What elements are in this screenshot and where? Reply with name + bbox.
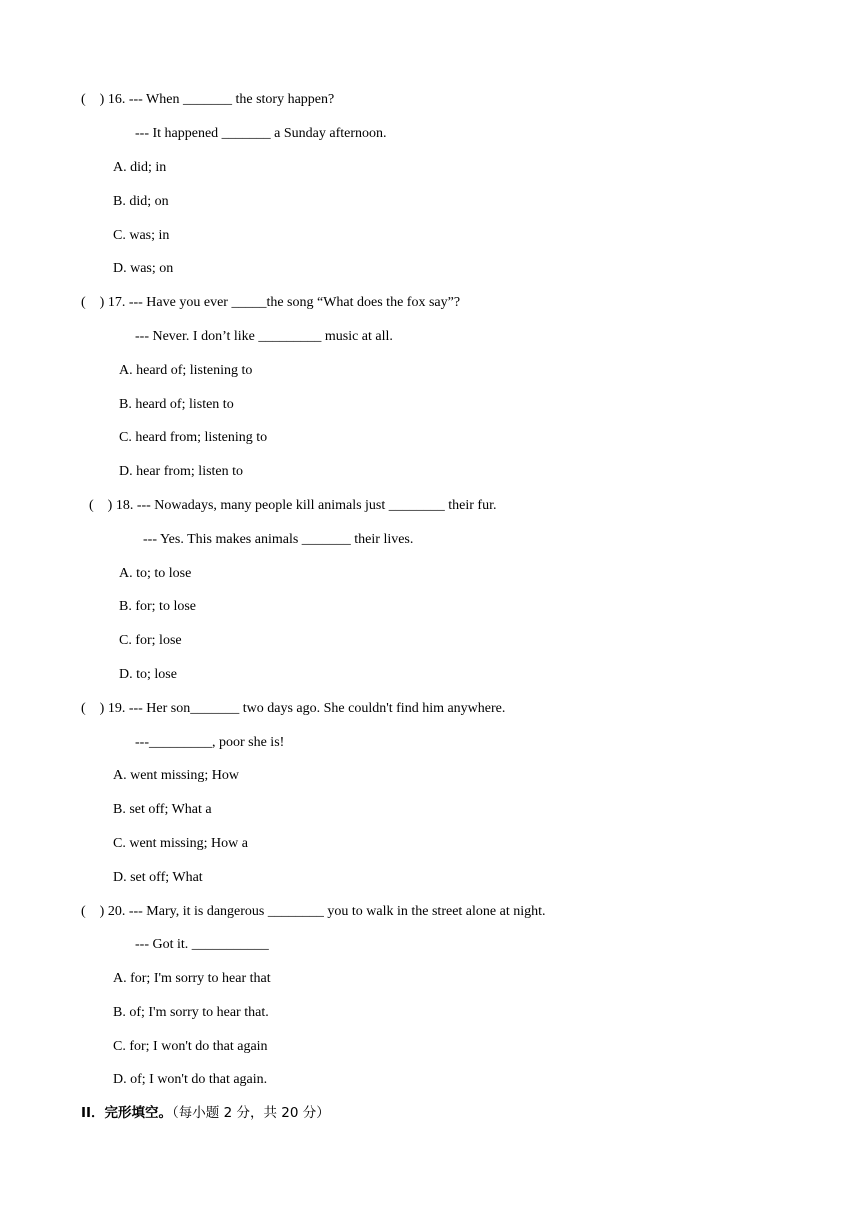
question-20-prompt: ( ) 20. --- Mary, it is dangerous ________ you to walk in the street alone at night. [81,904,546,919]
question-20-option-a: A. for; I'm sorry to hear that [113,971,271,986]
section-heading [81,1104,330,1122]
question-16-reply: --- It happened _______ a Sunday afternoon. [135,126,387,141]
question-19-option-d: D. set off; What [113,870,203,885]
question-16-option-c: C. was; in [113,228,170,243]
question-20-reply: --- Got it. ___________ [135,937,269,952]
question-18-option-b: B. for; to lose [119,599,196,614]
question-17-option-c: C. heard from; listening to [119,430,268,445]
question-20-option-b: B. of; I'm sorry to hear that. [113,1005,269,1020]
question-18-reply: --- Yes. This makes animals _______ their lives. [143,532,414,547]
question-17-reply: --- Never. I don’t like _________ music at all. [135,329,393,344]
question-18-prompt: ( ) 18. --- Nowadays, many people kill animals just ________ their fur. [89,498,497,513]
question-19-reply: ---_________, poor she is! [135,735,285,750]
question-19-option-a: A. went missing; How [113,768,239,783]
section-note: （每小题 2 分，共 20 分） [172,1105,330,1121]
question-18-option-c: C. for; lose [119,633,182,648]
question-18-option-d: D. to; lose [119,667,177,682]
question-17-option-b: B. heard of; listen to [119,397,234,412]
question-16-option-a: A. did; in [113,160,167,175]
question-19-option-b: B. set off; What a [113,802,212,817]
question-16-option-d: D. was; on [113,261,174,276]
question-17-option-d: D. hear from; listen to [119,464,244,479]
question-17-prompt: ( ) 17. --- Have you ever _____the song “What does the fox say”? [81,295,461,310]
question-19-prompt: ( ) 19. --- Her son_______ two days ago. She couldn't find him anywhere. [81,701,506,716]
question-16-option-b: B. did; on [113,194,169,209]
section-number: II．完形填空。 [81,1105,173,1121]
question-20-option-d: D. of; I won't do that again. [113,1072,268,1087]
question-16-prompt: ( ) 16. --- When _______ the story happen? [81,92,335,107]
question-19-option-c: C. went missing; How a [113,836,248,851]
question-18-option-a: A. to; to lose [119,566,192,581]
question-20-option-c: C. for; I won't do that again [113,1039,268,1054]
question-17-option-a: A. heard of; listening to [119,363,253,378]
